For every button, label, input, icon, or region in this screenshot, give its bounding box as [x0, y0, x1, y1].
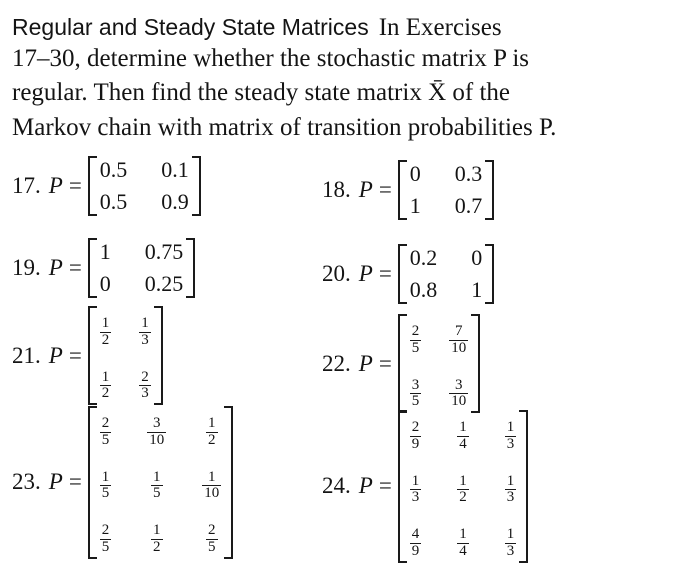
matrix-entry [100, 463, 112, 503]
matrix-entry [100, 409, 112, 449]
instructions-line-4: Markov chain with matrix of transition probabilities P. [12, 114, 557, 141]
matrix-entry: 0.2 [409, 245, 438, 270]
fraction-denominator: 4 [459, 542, 467, 559]
matrix-entry [100, 363, 112, 403]
fraction-denominator: 3 [506, 489, 515, 506]
matrix-variable: P [358, 261, 373, 286]
fraction-numerator: 2 [411, 323, 420, 339]
fraction-denominator: 3 [506, 435, 515, 452]
matrix-entry [410, 413, 422, 453]
matrix-variable: P [358, 473, 373, 499]
fraction-denominator: 10 [204, 485, 220, 502]
fraction-denominator: 9 [411, 435, 420, 452]
fraction-numerator: 1 [506, 526, 515, 542]
fraction-numerator: 4 [411, 526, 420, 542]
matrix-entry: 0.8 [409, 277, 438, 302]
equals-sign: = [68, 173, 82, 198]
fraction-denominator: 5 [153, 485, 161, 502]
fraction [410, 324, 422, 357]
fraction [100, 416, 112, 449]
matrix-entry [147, 409, 166, 449]
equals-sign: = [68, 255, 82, 280]
fraction [100, 316, 112, 349]
fraction-numerator: 1 [506, 472, 515, 489]
exercise-17 [12, 156, 201, 216]
matrix-entry [449, 371, 468, 411]
equals-sign: = [378, 473, 392, 499]
transition-matrix [88, 156, 201, 216]
exercise-23 [12, 406, 233, 559]
matrix-entry [206, 409, 218, 449]
fraction [139, 370, 151, 403]
fraction [505, 474, 517, 507]
fraction-numerator: 7 [455, 323, 463, 339]
matrix-entry: 1 [409, 193, 421, 218]
fraction-denominator: 4 [459, 435, 467, 452]
fraction [410, 378, 422, 411]
fraction [206, 416, 218, 449]
matrix-entry: 0.3 [454, 161, 483, 186]
matrix-entry [457, 467, 469, 507]
transition-matrix [88, 406, 234, 559]
fraction-denominator: 5 [101, 538, 110, 555]
fraction-numerator: 1 [506, 419, 515, 435]
matrix-grid [98, 406, 224, 559]
matrix-entry: 0.5 [99, 189, 128, 214]
fraction-numerator: 1 [101, 368, 110, 385]
transition-matrix [398, 244, 495, 304]
fraction-numerator: 1 [411, 472, 420, 489]
matrix-entry: 0.9 [161, 189, 189, 214]
matrix-entry [410, 371, 422, 411]
matrix-entry [505, 520, 517, 560]
matrix-entry [505, 413, 517, 453]
transition-matrix [88, 238, 196, 298]
transition-matrix [88, 306, 163, 405]
exercise-19 [12, 238, 195, 298]
fraction-denominator: 2 [101, 331, 110, 348]
matrix-grid [408, 160, 485, 220]
fraction-denominator: 5 [101, 431, 110, 448]
matrix-grid [98, 238, 186, 298]
matrix-entry: 0.25 [144, 271, 184, 296]
matrix-grid [408, 314, 471, 413]
matrix-entry [449, 317, 468, 357]
matrix-variable: P [48, 173, 63, 198]
equals-sign: = [378, 261, 392, 286]
matrix-entry [457, 413, 469, 453]
transition-matrix [398, 314, 481, 413]
fraction-numerator: 3 [455, 376, 463, 393]
transition-matrix [398, 160, 495, 220]
exercise-24 [322, 410, 528, 563]
fraction-denominator: 9 [411, 542, 420, 559]
fraction [505, 420, 517, 453]
exercise-number: 19. [12, 255, 41, 280]
matrix-entry [410, 520, 422, 560]
fraction-denominator: 3 [141, 331, 149, 348]
fraction [449, 378, 468, 411]
transition-matrix [398, 410, 529, 563]
matrix-variable: P [48, 255, 63, 280]
fraction [202, 470, 221, 503]
fraction-denominator: 3 [141, 385, 149, 402]
matrix-grid [98, 306, 153, 405]
instructions-line-2: 17–30, determine whether the stochastic matrix P is [12, 45, 530, 72]
fraction [457, 474, 469, 507]
exercise-number: 17. [12, 173, 41, 198]
instructions-line-3: regular. Then find the steady state matrix X̄ of the [12, 79, 510, 106]
fraction [410, 420, 422, 453]
matrix-entry: 0 [99, 271, 111, 296]
fraction [100, 523, 112, 556]
matrix-entry [100, 309, 112, 349]
fraction [457, 527, 469, 560]
equals-sign: = [68, 342, 82, 368]
fraction-denominator: 5 [101, 485, 110, 502]
matrix-entry [151, 463, 163, 503]
fraction-numerator: 3 [411, 376, 420, 393]
fraction-numerator: 1 [208, 415, 216, 431]
matrix-entry: 0 [471, 245, 483, 270]
matrix-entry: 1 [471, 277, 483, 302]
matrix-variable: P [358, 177, 373, 202]
fraction-numerator: 1 [153, 468, 161, 485]
exercise-22 [322, 314, 480, 413]
exercise-20 [322, 244, 494, 304]
fraction [410, 474, 422, 507]
fraction-numerator: 1 [459, 472, 467, 489]
matrix-grid [408, 244, 485, 304]
fraction-denominator: 2 [208, 431, 216, 448]
fraction [100, 370, 112, 403]
fraction-denominator: 5 [208, 538, 216, 555]
matrix-entry [139, 363, 151, 403]
fraction-denominator: 2 [459, 489, 467, 506]
matrix-entry [151, 516, 163, 556]
exercise-number: 23. [12, 469, 41, 495]
fraction [206, 523, 218, 556]
fraction [151, 523, 163, 556]
equals-sign: = [378, 350, 392, 376]
exercise-number: 22. [322, 350, 351, 376]
exercise-21 [12, 306, 163, 405]
exercise-18 [322, 160, 494, 220]
fraction-numerator: 1 [141, 315, 149, 331]
fraction-numerator: 1 [101, 315, 110, 331]
exercise-number: 21. [12, 342, 41, 368]
matrix-entry: 0.1 [161, 157, 189, 182]
matrix-variable: P [48, 469, 63, 495]
matrix-entry [100, 516, 112, 556]
fraction [410, 527, 422, 560]
matrix-entry: 0.75 [144, 239, 184, 264]
fraction-numerator: 2 [101, 415, 110, 431]
fraction-denominator: 2 [153, 538, 161, 555]
fraction [100, 470, 112, 503]
fraction-denominator: 10 [451, 339, 467, 356]
matrix-entry [410, 467, 422, 507]
fraction [457, 420, 469, 453]
matrix-entry [410, 317, 422, 357]
fraction-denominator: 2 [101, 385, 110, 402]
matrix-entry [457, 520, 469, 560]
equals-sign: = [378, 177, 392, 202]
matrix-grid [408, 410, 519, 563]
fraction-denominator: 5 [411, 339, 420, 356]
fraction-denominator: 3 [411, 489, 420, 506]
fraction-denominator: 10 [451, 393, 467, 410]
exercise-number: 20. [322, 261, 351, 286]
fraction-numerator: 1 [459, 419, 467, 435]
fraction [139, 316, 151, 349]
fraction [449, 324, 468, 357]
matrix-entry [202, 463, 221, 503]
matrix-grid [98, 156, 191, 216]
exercise-number: 24. [322, 473, 351, 499]
section-heading: Regular and Steady State Matrices [12, 14, 369, 40]
matrix-entry [139, 309, 151, 349]
instructions-line-1-tail: In Exercises [378, 14, 502, 41]
matrix-entry: 0 [409, 161, 421, 186]
fraction-denominator: 10 [149, 431, 165, 448]
matrix-entry [505, 467, 517, 507]
equals-sign: = [68, 469, 82, 495]
matrix-variable: P [48, 342, 63, 368]
fraction-numerator: 3 [153, 415, 161, 431]
fraction-denominator: 5 [411, 393, 420, 410]
fraction [147, 416, 166, 449]
fraction-numerator: 2 [141, 368, 149, 385]
exercise-number: 18. [322, 177, 351, 202]
fraction-numerator: 2 [208, 522, 216, 538]
fraction-numerator: 1 [101, 468, 110, 485]
matrix-entry: 1 [99, 239, 111, 264]
fraction-numerator: 1 [459, 526, 467, 542]
matrix-variable: P [358, 350, 373, 376]
matrix-entry: 0.5 [99, 157, 128, 182]
instructions-line-1 [12, 12, 502, 43]
fraction-denominator: 3 [506, 542, 515, 559]
fraction-numerator: 1 [153, 522, 161, 538]
fraction-numerator: 1 [208, 468, 216, 485]
fraction [151, 470, 163, 503]
fraction-numerator: 2 [411, 419, 420, 435]
fraction-numerator: 2 [101, 522, 110, 538]
matrix-entry: 0.7 [454, 193, 483, 218]
matrix-entry [206, 516, 218, 556]
fraction [505, 527, 517, 560]
